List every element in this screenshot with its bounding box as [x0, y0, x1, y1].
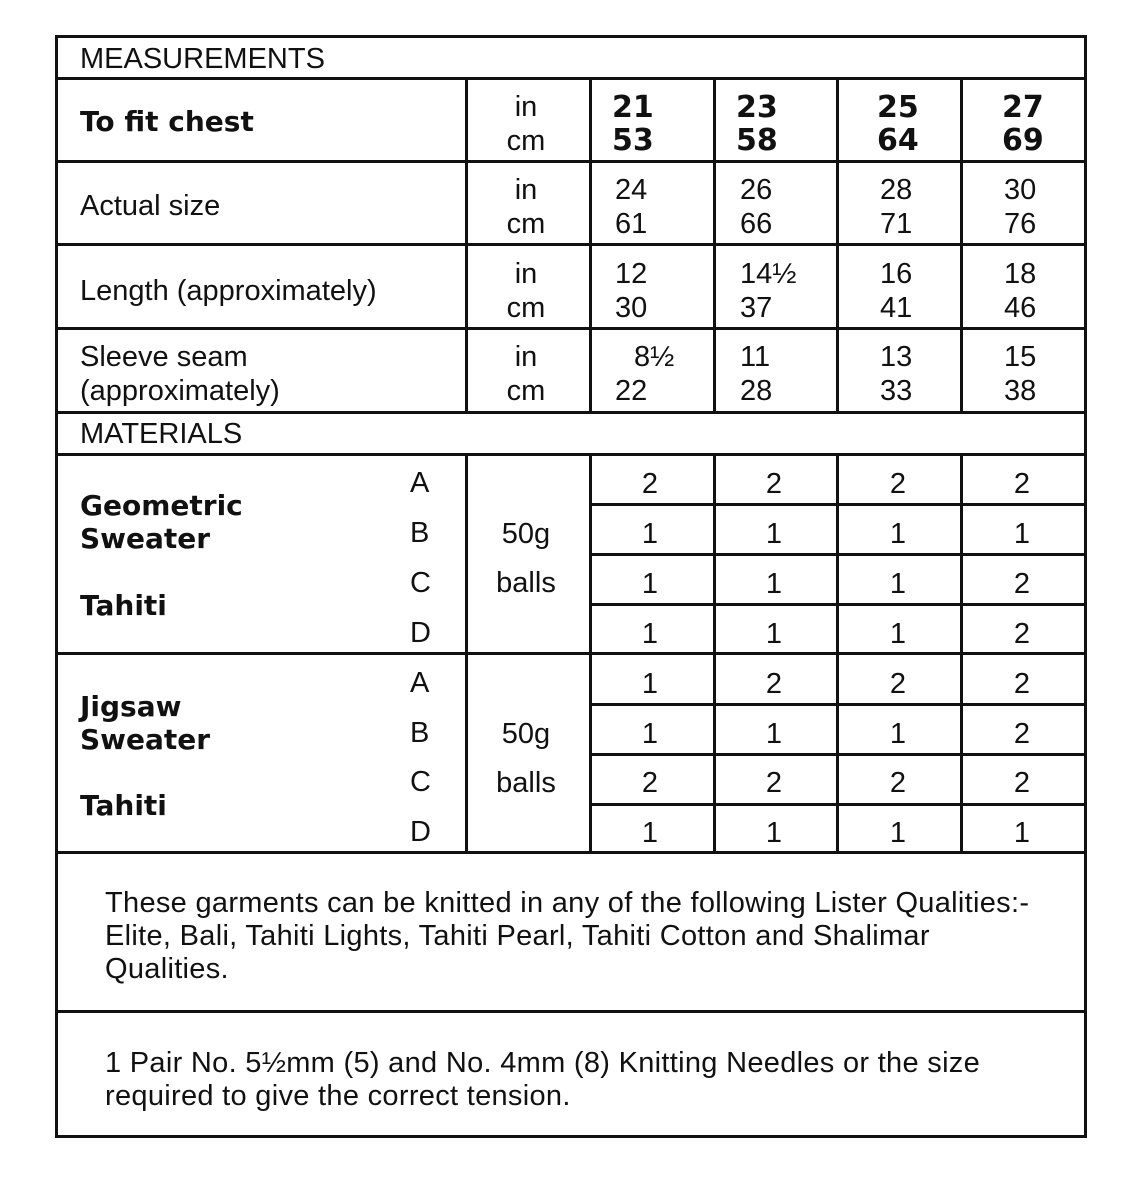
sleeve-in-2: 11: [740, 341, 771, 373]
rule-between-groups: [55, 652, 1087, 655]
rule-under-actual-row: [55, 243, 1087, 246]
jigsaw-letter-d: D: [410, 816, 431, 848]
rule-under-materials-heading: [55, 453, 1087, 456]
jig-a-1: 1: [641, 668, 659, 700]
jig-c-3: 2: [889, 767, 907, 799]
sleeve-in-1: 8½: [634, 341, 675, 373]
geo-d-3: 1: [889, 618, 907, 650]
chest-in-1: 21: [612, 90, 654, 125]
length-unit-in: in: [514, 258, 538, 290]
chest-cm-2: 58: [736, 123, 778, 158]
geo-b-2: 1: [765, 518, 783, 550]
geo-c-2: 1: [765, 568, 783, 600]
jigsaw-yarn: Tahiti: [80, 789, 167, 822]
jigsaw-name-line1: Jigsaw: [80, 690, 182, 723]
geo-a-4: 2: [1013, 468, 1031, 500]
jigsaw-unit-line1: 50g: [501, 718, 551, 750]
length-in-2: 14½: [740, 258, 797, 290]
jig-d-1: 1: [641, 817, 659, 849]
jig-b-4: 2: [1013, 718, 1031, 750]
chest-unit-cm: cm: [506, 125, 546, 157]
actual-in-3: 28: [880, 174, 913, 206]
geometric-letter-b: B: [410, 517, 430, 549]
sleeve-cm-3: 33: [880, 375, 913, 407]
actual-cm-4: 76: [1004, 208, 1037, 240]
actual-in-4: 30: [1004, 174, 1037, 206]
length-in-3: 16: [880, 258, 913, 290]
qualities-note: These garments can be knitted in any of the following Lister Qualities:- Elite, Bali, Tahiti Lights, Tahiti Pearl, Tahiti Cotton and Shalimar Qualities.: [105, 887, 1030, 985]
jigsaw-letter-b: B: [410, 717, 430, 749]
chest-label: To fit chest: [80, 105, 254, 138]
geo-d-1: 1: [641, 618, 659, 650]
jig-d-2: 1: [765, 817, 783, 849]
jig-d-3: 1: [889, 817, 907, 849]
sleeve-cm-1: 22: [615, 375, 648, 407]
geo-a-2: 2: [765, 468, 783, 500]
geo-d-4: 2: [1013, 618, 1031, 650]
length-cm-1: 30: [615, 292, 648, 324]
chest-in-3: 25: [877, 90, 919, 125]
geo-b-4: 1: [1013, 518, 1031, 550]
chest-in-2: 23: [736, 90, 778, 125]
length-in-4: 18: [1004, 258, 1037, 290]
jig-b-3: 1: [889, 718, 907, 750]
rule-col-label: [465, 77, 468, 854]
geo-d-2: 1: [765, 618, 783, 650]
geo-b-1: 1: [641, 518, 659, 550]
actual-cm-2: 66: [740, 208, 773, 240]
geometric-letter-c: C: [410, 567, 431, 599]
chest-cm-3: 64: [877, 123, 919, 158]
chest-in-4: 27: [1002, 90, 1044, 125]
rule-under-length-row: [55, 327, 1087, 330]
jig-c-4: 2: [1013, 767, 1031, 799]
jig-b-1: 1: [641, 718, 659, 750]
jig-d-4: 1: [1013, 817, 1031, 849]
length-label: Length (approximately): [80, 275, 377, 307]
sleeve-cm-4: 38: [1004, 375, 1037, 407]
geometric-letter-a: A: [410, 467, 430, 499]
actual-in-1: 24: [615, 174, 648, 206]
chest-cm-4: 69: [1002, 123, 1044, 158]
geometric-unit-line2: balls: [496, 567, 556, 599]
length-in-1: 12: [615, 258, 648, 290]
sleeve-in-4: 15: [1004, 341, 1037, 373]
geo-c-1: 1: [641, 568, 659, 600]
jig-c-2: 2: [765, 767, 783, 799]
chest-cm-1: 53: [612, 123, 654, 158]
jigsaw-unit-line2: balls: [496, 767, 556, 799]
geometric-letter-d: D: [410, 617, 431, 649]
actual-unit-in: in: [514, 174, 538, 206]
actual-in-2: 26: [740, 174, 773, 206]
sleeve-unit-in: in: [514, 341, 538, 373]
length-cm-4: 46: [1004, 292, 1037, 324]
actual-unit-cm: cm: [506, 208, 546, 240]
jig-a-2: 2: [765, 668, 783, 700]
actual-cm-3: 71: [880, 208, 913, 240]
jig-b-2: 1: [765, 718, 783, 750]
jigsaw-letter-c: C: [410, 766, 431, 798]
geo-a-1: 2: [641, 468, 659, 500]
length-cm-3: 41: [880, 292, 913, 324]
jigsaw-name-line2: Sweater: [80, 723, 211, 756]
geometric-name-line1: Geometric: [80, 489, 243, 522]
needles-note: 1 Pair No. 5½mm (5) and No. 4mm (8) Knitting Needles or the size required to give the correct tension.: [105, 1047, 981, 1112]
rule-under-measurements-heading: [55, 77, 1087, 80]
geometric-unit-line1: 50g: [501, 518, 551, 550]
jig-a-4: 2: [1013, 668, 1031, 700]
length-unit-cm: cm: [506, 292, 546, 324]
chest-unit-in: in: [514, 91, 538, 123]
geo-c-3: 1: [889, 568, 907, 600]
measurements-heading: MEASUREMENTS: [80, 43, 325, 75]
geo-c-4: 2: [1013, 568, 1031, 600]
geo-a-3: 2: [889, 468, 907, 500]
jigsaw-letter-a: A: [410, 667, 430, 699]
jig-c-1: 2: [641, 767, 659, 799]
rule-under-materials: [55, 851, 1087, 854]
rule-under-chest-row: [55, 160, 1087, 163]
sleeve-label-line1: Sleeve seam: [80, 341, 248, 373]
sleeve-label-line2: (approximately): [80, 375, 280, 407]
geometric-yarn: Tahiti: [80, 589, 167, 622]
length-cm-2: 37: [740, 292, 773, 324]
geometric-name-line2: Sweater: [80, 522, 211, 555]
materials-heading: MATERIALS: [80, 418, 243, 450]
actual-size-label: Actual size: [80, 190, 221, 222]
actual-cm-1: 61: [615, 208, 648, 240]
sleeve-cm-2: 28: [740, 375, 773, 407]
sleeve-in-3: 13: [880, 341, 913, 373]
jig-a-3: 2: [889, 668, 907, 700]
rule-between-notes: [55, 1010, 1087, 1013]
sleeve-unit-cm: cm: [506, 375, 546, 407]
geo-b-3: 1: [889, 518, 907, 550]
